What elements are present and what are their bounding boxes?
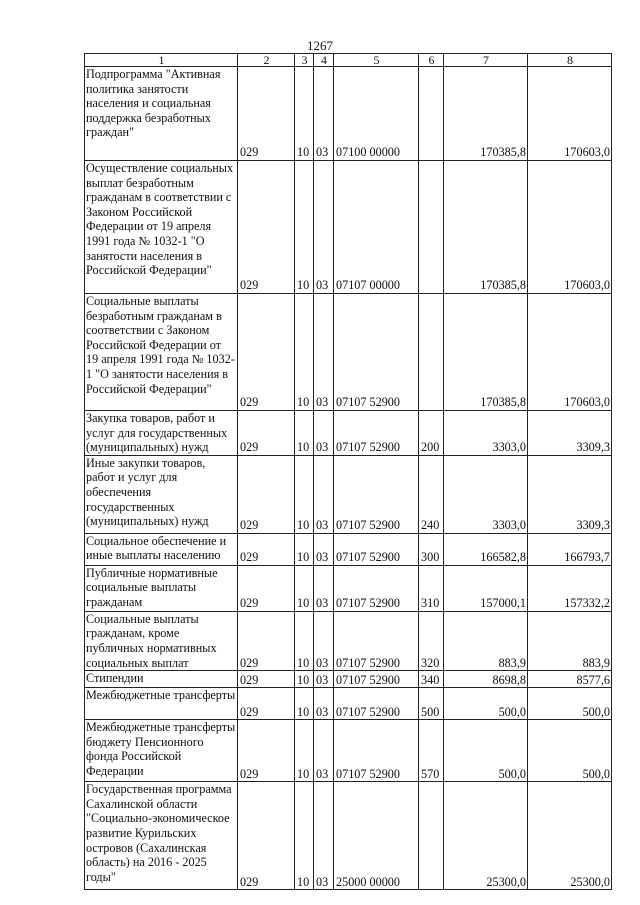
expense-type-cell: 500 — [419, 688, 444, 720]
header-cell: 8 — [528, 54, 612, 67]
chapter-code-cell: 029 — [238, 455, 295, 533]
header-cell: 2 — [238, 54, 295, 67]
amount-year1-cell: 500,0 — [444, 688, 528, 720]
section-code-cell: 10 — [295, 720, 314, 782]
item-name-cell: Публичные нормативные социальные выплаты гражданам — [85, 565, 238, 611]
subsection-code-cell: 03 — [314, 782, 334, 890]
target-article-cell: 07107 52900 — [334, 455, 419, 533]
target-article-cell: 07107 52900 — [334, 533, 419, 565]
section-code-cell: 10 — [295, 294, 314, 411]
chapter-code-cell: 029 — [238, 688, 295, 720]
amount-year2-cell: 500,0 — [528, 688, 612, 720]
chapter-code-cell: 029 — [238, 67, 295, 161]
amount-year1-cell: 3303,0 — [444, 455, 528, 533]
table-row — [85, 611, 612, 670]
expense-type-cell: 200 — [419, 411, 444, 456]
item-name-cell: Подпрограмма "Активная политика занятости населения и социальная поддержка безработных граждан" — [85, 67, 238, 161]
table-row — [85, 565, 612, 611]
table-row — [85, 720, 612, 782]
amount-year1-cell: 3303,0 — [444, 411, 528, 456]
section-code-cell: 10 — [295, 688, 314, 720]
chapter-code-cell: 029 — [238, 671, 295, 688]
subsection-code-cell: 03 — [314, 720, 334, 782]
table-row — [85, 67, 612, 161]
table-row — [85, 411, 612, 456]
amount-year2-cell: 883,9 — [528, 611, 612, 670]
subsection-code-cell: 03 — [314, 533, 334, 565]
chapter-code-cell: 029 — [238, 533, 295, 565]
table-row — [85, 782, 612, 890]
target-article-cell: 07107 52900 — [334, 611, 419, 670]
amount-year2-cell: 500,0 — [528, 720, 612, 782]
page-number: 1267 — [307, 38, 333, 53]
item-name-cell: Межбюджетные трансферты — [85, 688, 238, 720]
chapter-code-cell: 029 — [238, 720, 295, 782]
item-name-cell: Государственная программа Сахалинской области "Социально-экономическое развитие Курильских островов (Сахалинская область) на 2016 - 2025 годы" — [85, 782, 238, 890]
table-row — [85, 533, 612, 565]
section-code-cell: 10 — [295, 671, 314, 688]
amount-year1-cell: 25300,0 — [444, 782, 528, 890]
expense-type-cell — [419, 67, 444, 161]
subsection-code-cell: 03 — [314, 565, 334, 611]
amount-year2-cell: 170603,0 — [528, 294, 612, 411]
subsection-code-cell: 03 — [314, 671, 334, 688]
amount-year2-cell: 3309,3 — [528, 455, 612, 533]
table-row — [85, 455, 612, 533]
amount-year1-cell: 500,0 — [444, 720, 528, 782]
expense-type-cell: 340 — [419, 671, 444, 688]
item-name-cell: Социальные выплаты гражданам, кроме публичных нормативных социальных выплат — [85, 611, 238, 670]
chapter-code-cell: 029 — [238, 161, 295, 294]
header-cell: 6 — [419, 54, 444, 67]
item-name-cell: Социальные выплаты безработным гражданам в соответствии с Законом Российской Федерации от 19 апреля 1991 года № 1032-1 "О занятости населения в Российской Федерации" — [85, 294, 238, 411]
budget-table — [84, 53, 612, 890]
section-code-cell: 10 — [295, 565, 314, 611]
table-body — [85, 67, 612, 890]
expense-type-cell — [419, 294, 444, 411]
section-code-cell: 10 — [295, 67, 314, 161]
amount-year2-cell: 3309,3 — [528, 411, 612, 456]
item-name-cell: Межбюджетные трансферты бюджету Пенсионного фонда Российской Федерации — [85, 720, 238, 782]
subsection-code-cell: 03 — [314, 455, 334, 533]
target-article-cell: 07107 52900 — [334, 688, 419, 720]
target-article-cell: 25000 00000 — [334, 782, 419, 890]
header-cell: 1 — [85, 54, 238, 67]
section-code-cell: 10 — [295, 782, 314, 890]
target-article-cell: 07107 52900 — [334, 671, 419, 688]
amount-year1-cell: 170385,8 — [444, 294, 528, 411]
amount-year2-cell: 157332,2 — [528, 565, 612, 611]
item-name-cell: Осуществление социальных выплат безработным гражданам в соответствии с Законом Российской Федерации от 19 апреля 1991 года № 1032-1 "О занятости населения в Российской Федерации" — [85, 161, 238, 294]
table-row — [85, 688, 612, 720]
chapter-code-cell: 029 — [238, 294, 295, 411]
item-name-cell: Закупка товаров, работ и услуг для государственных (муниципальных) нужд — [85, 411, 238, 456]
amount-year2-cell: 170603,0 — [528, 161, 612, 294]
amount-year1-cell: 170385,8 — [444, 67, 528, 161]
target-article-cell: 07107 52900 — [334, 294, 419, 411]
subsection-code-cell: 03 — [314, 688, 334, 720]
amount-year1-cell: 170385,8 — [444, 161, 528, 294]
expense-type-cell — [419, 161, 444, 294]
expense-type-cell — [419, 782, 444, 890]
target-article-cell: 07100 00000 — [334, 67, 419, 161]
amount-year2-cell: 25300,0 — [528, 782, 612, 890]
section-code-cell: 10 — [295, 611, 314, 670]
chapter-code-cell: 029 — [238, 565, 295, 611]
expense-type-cell: 320 — [419, 611, 444, 670]
subsection-code-cell: 03 — [314, 161, 334, 294]
item-name-cell: Стипендии — [85, 671, 238, 688]
target-article-cell: 07107 52900 — [334, 565, 419, 611]
chapter-code-cell: 029 — [238, 611, 295, 670]
amount-year1-cell: 8698,8 — [444, 671, 528, 688]
item-name-cell: Социальное обеспечение и иные выплаты населению — [85, 533, 238, 565]
target-article-cell: 07107 52900 — [334, 720, 419, 782]
expense-type-cell: 240 — [419, 455, 444, 533]
header-cell: 7 — [444, 54, 528, 67]
target-article-cell: 07107 52900 — [334, 411, 419, 456]
chapter-code-cell: 029 — [238, 782, 295, 890]
expense-type-cell: 300 — [419, 533, 444, 565]
subsection-code-cell: 03 — [314, 294, 334, 411]
table-row — [85, 671, 612, 688]
header-cell: 5 — [334, 54, 419, 67]
section-code-cell: 10 — [295, 411, 314, 456]
target-article-cell: 07107 00000 — [334, 161, 419, 294]
subsection-code-cell: 03 — [314, 611, 334, 670]
amount-year2-cell: 170603,0 — [528, 67, 612, 161]
header-cell: 4 — [314, 54, 334, 67]
amount-year1-cell: 883,9 — [444, 611, 528, 670]
table-row — [85, 161, 612, 294]
expense-type-cell: 310 — [419, 565, 444, 611]
amount-year2-cell: 8577,6 — [528, 671, 612, 688]
section-code-cell: 10 — [295, 533, 314, 565]
section-code-cell: 10 — [295, 161, 314, 294]
section-code-cell: 10 — [295, 455, 314, 533]
expense-type-cell: 570 — [419, 720, 444, 782]
amount-year1-cell: 166582,8 — [444, 533, 528, 565]
amount-year1-cell: 157000,1 — [444, 565, 528, 611]
header-cell: 3 — [295, 54, 314, 67]
subsection-code-cell: 03 — [314, 67, 334, 161]
item-name-cell: Иные закупки товаров, работ и услуг для обеспечения государственных (муниципальных) нужд — [85, 455, 238, 533]
amount-year2-cell: 166793,7 — [528, 533, 612, 565]
table-row — [85, 294, 612, 411]
subsection-code-cell: 03 — [314, 411, 334, 456]
chapter-code-cell: 029 — [238, 411, 295, 456]
table-header-row — [85, 54, 612, 67]
